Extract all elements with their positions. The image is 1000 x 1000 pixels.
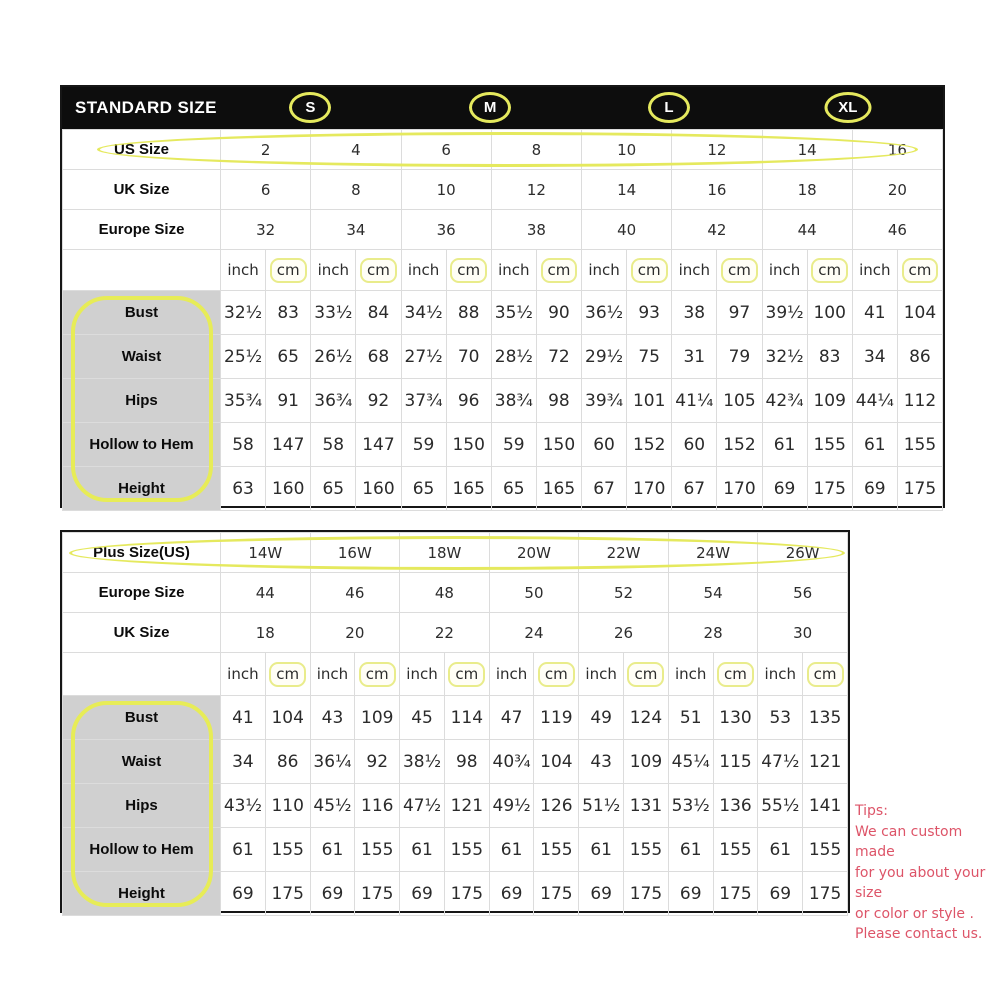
measure-value-cell: 135	[803, 696, 848, 740]
size-value-cell: 6	[221, 170, 311, 210]
measure-value-cell: 33½	[311, 291, 356, 335]
size-value-cell: 18	[762, 170, 852, 210]
size-value-cell: 44	[221, 573, 311, 613]
size-value-cell: 40	[582, 210, 672, 250]
measure-value-cell: 65	[401, 467, 446, 511]
measure-value-cell: 175	[624, 872, 669, 916]
measure-value-cell: 98	[444, 740, 489, 784]
size-value-cell: 50	[489, 573, 579, 613]
measure-value-cell: 86	[265, 740, 310, 784]
measure-value-cell: 100	[807, 291, 852, 335]
measure-value-cell: 51½	[579, 784, 624, 828]
measure-value-cell: 98	[536, 379, 581, 423]
cm-highlight-pill: cm	[359, 662, 396, 687]
measure-value-cell: 84	[356, 291, 401, 335]
measure-value-cell: 121	[444, 784, 489, 828]
measure-value-cell: 61	[400, 828, 445, 872]
size-row-us-size	[63, 130, 943, 170]
measure-value-cell: 69	[762, 467, 807, 511]
unit-cm-cell	[627, 250, 672, 291]
size-value-cell: 20W	[489, 533, 579, 573]
measure-value-cell: 59	[491, 423, 536, 467]
measure-value-cell: 104	[897, 291, 942, 335]
measure-value-cell: 60	[672, 423, 717, 467]
size-value-cell: 24	[489, 613, 579, 653]
measure-value-cell: 65	[491, 467, 536, 511]
size-value-cell: 34	[311, 210, 401, 250]
measure-value-cell: 63	[221, 467, 266, 511]
row-label: US Size	[63, 130, 221, 170]
measure-value-cell: 175	[807, 467, 852, 511]
measure-value-cell: 69	[400, 872, 445, 916]
measure-value-cell: 41	[852, 291, 897, 335]
measure-row-height	[63, 872, 848, 916]
measure-value-cell: 83	[266, 291, 311, 335]
size-value-cell: 32	[221, 210, 311, 250]
measure-value-cell: 41¼	[672, 379, 717, 423]
row-label: Europe Size	[63, 573, 221, 613]
cm-highlight-pill: cm	[270, 258, 307, 283]
size-value-cell: 20	[310, 613, 400, 653]
measure-value-cell: 109	[624, 740, 669, 784]
measure-label: Bust	[63, 696, 221, 740]
measure-value-cell: 61	[762, 423, 807, 467]
unit-inch-cell: inch	[489, 653, 534, 696]
measure-value-cell: 68	[356, 335, 401, 379]
size-value-cell: 48	[400, 573, 490, 613]
measure-value-cell: 32½	[762, 335, 807, 379]
measure-value-cell: 116	[355, 784, 400, 828]
measure-value-cell: 67	[582, 467, 627, 511]
cm-highlight-pill: cm	[902, 258, 939, 283]
size-value-cell: 42	[672, 210, 762, 250]
measure-value-cell: 55½	[758, 784, 803, 828]
measure-value-cell: 75	[627, 335, 672, 379]
size-value-cell: 28	[668, 613, 758, 653]
measure-value-cell: 155	[265, 828, 310, 872]
measure-value-cell: 41	[221, 696, 266, 740]
measure-value-cell: 155	[713, 828, 758, 872]
cm-highlight-pill: cm	[448, 662, 485, 687]
measure-value-cell: 152	[627, 423, 672, 467]
size-value-cell: 30	[758, 613, 848, 653]
measure-value-cell: 124	[624, 696, 669, 740]
size-group-s: S	[289, 92, 331, 123]
measure-value-cell: 175	[444, 872, 489, 916]
unit-cm-cell	[897, 250, 942, 291]
measure-value-cell: 175	[803, 872, 848, 916]
size-value-cell: 26	[579, 613, 669, 653]
cm-highlight-pill: cm	[269, 662, 306, 687]
measure-value-cell: 155	[807, 423, 852, 467]
size-value-cell: 44	[762, 210, 852, 250]
measure-value-cell: 165	[446, 467, 491, 511]
measure-value-cell: 65	[266, 335, 311, 379]
cm-highlight-pill: cm	[360, 258, 397, 283]
unit-inch-cell: inch	[311, 250, 356, 291]
size-value-cell: 38	[491, 210, 581, 250]
measure-value-cell: 43½	[221, 784, 266, 828]
size-value-cell: 8	[491, 130, 581, 170]
measure-value-cell: 150	[536, 423, 581, 467]
measure-value-cell: 79	[717, 335, 762, 379]
measure-row-bust	[63, 696, 848, 740]
measure-value-cell: 43	[579, 740, 624, 784]
measure-value-cell: 160	[356, 467, 401, 511]
measure-row-hollow-to-hem	[63, 423, 943, 467]
measure-value-cell: 130	[713, 696, 758, 740]
cm-highlight-pill: cm	[721, 258, 758, 283]
tips-text	[855, 822, 1000, 945]
measure-value-cell: 58	[311, 423, 356, 467]
standard-size-grid	[62, 129, 943, 511]
unit-cm-cell	[624, 653, 669, 696]
measure-value-cell: 105	[717, 379, 762, 423]
measure-value-cell: 26½	[311, 335, 356, 379]
measure-value-cell: 29½	[582, 335, 627, 379]
size-row-plus-size-us	[63, 533, 848, 573]
size-value-cell: 12	[672, 130, 762, 170]
size-value-cell: 20	[852, 170, 942, 210]
measure-value-cell: 119	[534, 696, 579, 740]
unit-inch-cell: inch	[221, 250, 266, 291]
measure-value-cell: 150	[446, 423, 491, 467]
measure-value-cell: 72	[536, 335, 581, 379]
size-value-cell: 56	[758, 573, 848, 613]
measure-value-cell: 38	[672, 291, 717, 335]
measure-value-cell: 61	[758, 828, 803, 872]
measure-value-cell: 97	[717, 291, 762, 335]
unit-inch-cell: inch	[672, 250, 717, 291]
measure-value-cell: 36½	[582, 291, 627, 335]
measure-value-cell: 170	[717, 467, 762, 511]
unit-inch-cell: inch	[400, 653, 445, 696]
measure-label: Bust	[63, 291, 221, 335]
measure-value-cell: 51	[668, 696, 713, 740]
plus-size-table	[60, 530, 850, 913]
measure-value-cell: 28½	[491, 335, 536, 379]
cm-highlight-pill: cm	[807, 662, 844, 687]
cm-highlight-pill: cm	[717, 662, 754, 687]
measure-row-bust	[63, 291, 943, 335]
measure-value-cell: 175	[534, 872, 579, 916]
measure-value-cell: 58	[221, 423, 266, 467]
unit-inch-cell: inch	[401, 250, 446, 291]
measure-value-cell: 155	[803, 828, 848, 872]
standard-size-table	[60, 85, 945, 508]
measure-value-cell: 155	[355, 828, 400, 872]
measure-row-waist	[63, 335, 943, 379]
measure-value-cell: 109	[355, 696, 400, 740]
measure-value-cell: 61	[579, 828, 624, 872]
row-label: Europe Size	[63, 210, 221, 250]
measure-value-cell: 37¾	[401, 379, 446, 423]
size-value-cell: 14	[762, 130, 852, 170]
measure-value-cell: 70	[446, 335, 491, 379]
measure-value-cell: 115	[713, 740, 758, 784]
measure-value-cell: 69	[668, 872, 713, 916]
measure-label: Height	[63, 872, 221, 916]
measure-value-cell: 32½	[221, 291, 266, 335]
measure-value-cell: 69	[310, 872, 355, 916]
measure-value-cell: 165	[536, 467, 581, 511]
measure-label: Height	[63, 467, 221, 511]
measure-value-cell: 34	[852, 335, 897, 379]
size-row-uk-size	[63, 170, 943, 210]
measure-row-height	[63, 467, 943, 511]
size-value-cell: 24W	[668, 533, 758, 573]
unit-inch-cell: inch	[491, 250, 536, 291]
measure-value-cell: 39¾	[582, 379, 627, 423]
measure-value-cell: 36¾	[311, 379, 356, 423]
measure-value-cell: 65	[311, 467, 356, 511]
measure-value-cell: 155	[444, 828, 489, 872]
measure-value-cell: 45½	[310, 784, 355, 828]
unit-cm-cell	[536, 250, 581, 291]
tips-note	[855, 801, 1000, 945]
measure-row-hips	[63, 379, 943, 423]
size-value-cell: 16	[672, 170, 762, 210]
measure-value-cell: 170	[627, 467, 672, 511]
unit-cm-cell	[444, 653, 489, 696]
measure-label: Hips	[63, 784, 221, 828]
cm-highlight-pill: cm	[631, 258, 668, 283]
measure-row-waist	[63, 740, 848, 784]
tips-line: for you about your size	[855, 864, 986, 901]
row-label: UK Size	[63, 613, 221, 653]
unit-cm-cell	[713, 653, 758, 696]
size-value-cell: 10	[582, 130, 672, 170]
unit-inch-cell: inch	[310, 653, 355, 696]
unit-cm-cell	[265, 653, 310, 696]
tips-title: Tips:	[855, 803, 888, 819]
size-value-cell: 6	[401, 130, 491, 170]
cm-highlight-pill: cm	[811, 258, 848, 283]
size-value-cell: 18	[221, 613, 311, 653]
measure-value-cell: 136	[713, 784, 758, 828]
size-value-cell: 14W	[221, 533, 311, 573]
unit-cm-cell	[717, 250, 762, 291]
size-value-cell: 18W	[400, 533, 490, 573]
measure-value-cell: 91	[266, 379, 311, 423]
unit-inch-cell: inch	[579, 653, 624, 696]
measure-value-cell: 61	[489, 828, 534, 872]
measure-row-hollow-to-hem	[63, 828, 848, 872]
measure-value-cell: 109	[807, 379, 852, 423]
measure-row-hips	[63, 784, 848, 828]
measure-value-cell: 49	[579, 696, 624, 740]
unit-inch-cell: inch	[762, 250, 807, 291]
size-group-l: L	[648, 92, 690, 123]
unit-inch-cell: inch	[668, 653, 713, 696]
size-value-cell: 26W	[758, 533, 848, 573]
size-value-cell: 36	[401, 210, 491, 250]
size-value-cell: 16	[852, 130, 942, 170]
measure-value-cell: 83	[807, 335, 852, 379]
measure-value-cell: 53	[758, 696, 803, 740]
measure-value-cell: 101	[627, 379, 672, 423]
measure-value-cell: 141	[803, 784, 848, 828]
size-value-cell: 10	[401, 170, 491, 210]
unit-inch-cell: inch	[221, 653, 266, 696]
measure-value-cell: 69	[221, 872, 266, 916]
measure-value-cell: 67	[672, 467, 717, 511]
unit-cm-cell	[534, 653, 579, 696]
measure-value-cell: 104	[265, 696, 310, 740]
measure-value-cell: 112	[897, 379, 942, 423]
measure-label: Waist	[63, 335, 221, 379]
measure-value-cell: 42¾	[762, 379, 807, 423]
unit-cm-cell	[356, 250, 401, 291]
unit-header-row	[63, 250, 943, 291]
measure-value-cell: 47½	[758, 740, 803, 784]
measure-value-cell: 27½	[401, 335, 446, 379]
measure-value-cell: 155	[624, 828, 669, 872]
unit-inch-cell: inch	[758, 653, 803, 696]
measure-value-cell: 90	[536, 291, 581, 335]
size-row-europe-size	[63, 573, 848, 613]
measure-value-cell: 131	[624, 784, 669, 828]
measure-value-cell: 34½	[401, 291, 446, 335]
unit-cm-cell	[355, 653, 400, 696]
measure-value-cell: 61	[668, 828, 713, 872]
measure-value-cell: 147	[266, 423, 311, 467]
measure-value-cell: 47½	[400, 784, 445, 828]
size-value-cell: 8	[311, 170, 401, 210]
measure-value-cell: 126	[534, 784, 579, 828]
measure-value-cell: 175	[265, 872, 310, 916]
measure-value-cell: 43	[310, 696, 355, 740]
cm-highlight-pill: cm	[450, 258, 487, 283]
measure-value-cell: 38¾	[491, 379, 536, 423]
measure-value-cell: 121	[803, 740, 848, 784]
measure-value-cell: 47	[489, 696, 534, 740]
unit-row-spacer	[63, 653, 221, 696]
measure-value-cell: 69	[758, 872, 803, 916]
unit-inch-cell: inch	[852, 250, 897, 291]
measure-label: Waist	[63, 740, 221, 784]
tips-line: or color or style .	[855, 905, 974, 922]
unit-row-spacer	[63, 250, 221, 291]
measure-value-cell: 92	[355, 740, 400, 784]
measure-value-cell: 38½	[400, 740, 445, 784]
measure-value-cell: 175	[355, 872, 400, 916]
measure-value-cell: 93	[627, 291, 672, 335]
measure-value-cell: 175	[897, 467, 942, 511]
measure-value-cell: 45	[400, 696, 445, 740]
unit-cm-cell	[807, 250, 852, 291]
measure-value-cell: 35½	[491, 291, 536, 335]
measure-value-cell: 61	[310, 828, 355, 872]
measure-value-cell: 25½	[221, 335, 266, 379]
row-label: UK Size	[63, 170, 221, 210]
plus-size-grid	[62, 532, 848, 916]
measure-label: Hollow to Hem	[63, 828, 221, 872]
standard-size-header	[62, 87, 943, 129]
measure-value-cell: 175	[713, 872, 758, 916]
size-value-cell: 54	[668, 573, 758, 613]
measure-value-cell: 69	[852, 467, 897, 511]
tips-line: Please contact us.	[855, 926, 983, 942]
measure-value-cell: 155	[534, 828, 579, 872]
cm-highlight-pill: cm	[627, 662, 664, 687]
measure-value-cell: 34	[221, 740, 266, 784]
size-row-europe-size	[63, 210, 943, 250]
measure-value-cell: 35¾	[221, 379, 266, 423]
measure-value-cell: 49½	[489, 784, 534, 828]
cm-highlight-pill: cm	[538, 662, 575, 687]
size-value-cell: 12	[491, 170, 581, 210]
cm-highlight-pill: cm	[541, 258, 578, 283]
unit-cm-cell	[266, 250, 311, 291]
unit-cm-cell	[803, 653, 848, 696]
measure-value-cell: 61	[852, 423, 897, 467]
measure-value-cell: 44¼	[852, 379, 897, 423]
measure-value-cell: 39½	[762, 291, 807, 335]
size-value-cell: 22	[400, 613, 490, 653]
measure-value-cell: 114	[444, 696, 489, 740]
tips-line: We can custom made	[855, 823, 963, 860]
unit-cm-cell	[446, 250, 491, 291]
measure-value-cell: 160	[266, 467, 311, 511]
measure-label: Hollow to Hem	[63, 423, 221, 467]
measure-label: Hips	[63, 379, 221, 423]
size-value-cell: 46	[310, 573, 400, 613]
size-value-cell: 14	[582, 170, 672, 210]
size-value-cell: 2	[221, 130, 311, 170]
measure-value-cell: 59	[401, 423, 446, 467]
measure-value-cell: 104	[534, 740, 579, 784]
size-value-cell: 46	[852, 210, 942, 250]
measure-value-cell: 155	[897, 423, 942, 467]
size-group-xl: XL	[824, 92, 871, 123]
measure-value-cell: 60	[582, 423, 627, 467]
measure-value-cell: 31	[672, 335, 717, 379]
measure-value-cell: 86	[897, 335, 942, 379]
measure-value-cell: 92	[356, 379, 401, 423]
measure-value-cell: 110	[265, 784, 310, 828]
size-group-m: M	[469, 92, 511, 123]
measure-value-cell: 53½	[668, 784, 713, 828]
row-label: Plus Size(US)	[63, 533, 221, 573]
measure-value-cell: 36¼	[310, 740, 355, 784]
size-value-cell: 22W	[579, 533, 669, 573]
measure-value-cell: 40¾	[489, 740, 534, 784]
measure-value-cell: 61	[221, 828, 266, 872]
unit-header-row	[63, 653, 848, 696]
size-value-cell: 52	[579, 573, 669, 613]
measure-value-cell: 88	[446, 291, 491, 335]
size-value-cell: 16W	[310, 533, 400, 573]
size-row-uk-size	[63, 613, 848, 653]
measure-value-cell: 147	[356, 423, 401, 467]
standard-size-title: STANDARD SIZE	[75, 98, 217, 117]
size-value-cell: 4	[311, 130, 401, 170]
unit-inch-cell: inch	[582, 250, 627, 291]
measure-value-cell: 45¼	[668, 740, 713, 784]
measure-value-cell: 152	[717, 423, 762, 467]
measure-value-cell: 69	[489, 872, 534, 916]
measure-value-cell: 96	[446, 379, 491, 423]
measure-value-cell: 69	[579, 872, 624, 916]
